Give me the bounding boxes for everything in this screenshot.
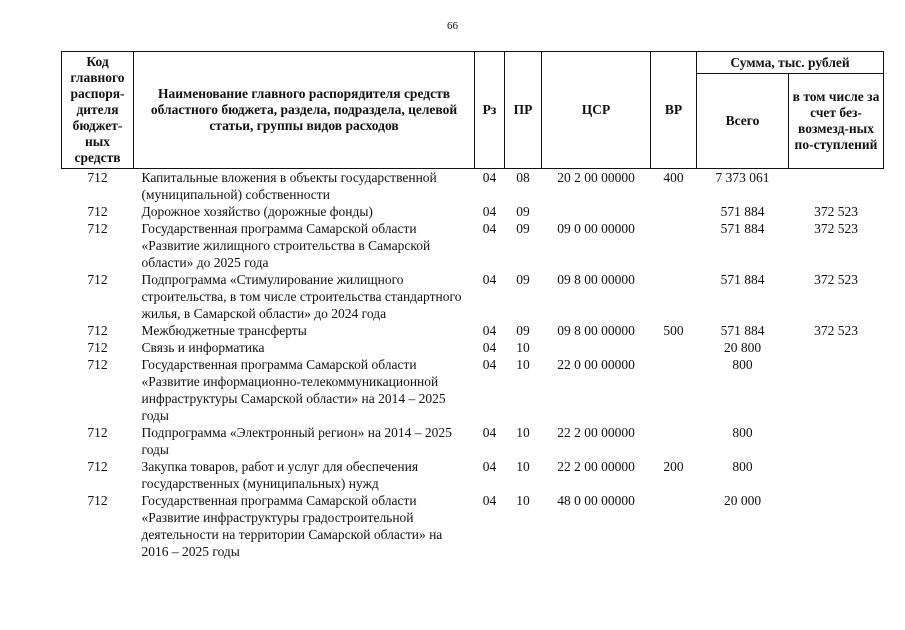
cell-total: 800 (732, 459, 753, 474)
cell-code: 712 (87, 204, 108, 219)
cell-pr: 08 (516, 170, 530, 185)
cell-code: 712 (87, 340, 108, 355)
cell-code: 712 (87, 170, 108, 185)
cell-free (789, 356, 884, 424)
cell-pr: 10 (516, 459, 530, 474)
cell-csr: 22 2 00 00000 (557, 459, 635, 474)
cell-code: 712 (87, 357, 108, 372)
header-sum: Сумма, тыс. рублей (697, 52, 884, 74)
cell-csr: 09 0 00 00000 (557, 221, 635, 236)
cell-rz: 04 (482, 204, 497, 219)
cell-vr: 400 (663, 170, 684, 185)
cell-vr (651, 424, 697, 458)
page-number: 66 (447, 20, 458, 32)
header-code: Код главного распоря-дителя бюджет-ных средств (62, 52, 134, 169)
cell-name: Связь и информатика (141, 340, 265, 355)
cell-code: 712 (87, 221, 108, 236)
cell-free (789, 458, 884, 492)
table-row (62, 271, 884, 322)
cell-rz: 04 (482, 221, 497, 236)
cell-total: 571 884 (720, 204, 765, 219)
cell-pr: 09 (516, 323, 530, 338)
header-csr: ЦСР (542, 52, 651, 169)
cell-free (789, 339, 884, 356)
cell-name: Капитальные вложения в объекты государственной (муниципальной) собственности (141, 170, 437, 202)
cell-free: 372 523 (814, 272, 858, 287)
header-free: в том числе за счет без-возмезд-ных по-ступлений (789, 74, 884, 169)
table-row (62, 356, 884, 424)
cell-rz: 04 (482, 272, 497, 287)
cell-total: 800 (732, 357, 753, 372)
cell-rz: 04 (482, 357, 497, 372)
cell-pr: 10 (516, 340, 530, 355)
cell-csr: 09 8 00 00000 (557, 323, 635, 338)
cell-csr: 22 2 00 00000 (557, 425, 635, 440)
table-body (62, 169, 884, 561)
cell-total: 20 000 (723, 493, 762, 508)
cell-pr: 09 (516, 272, 530, 287)
cell-free (789, 169, 884, 204)
table-row (62, 492, 884, 560)
cell-vr (651, 220, 697, 271)
header-name: Наименование главного распорядителя средств областного бюджета, раздела, подраздела, целевой статьи, группы видов расходов (134, 52, 475, 169)
table-row (62, 339, 884, 356)
cell-vr: 500 (663, 323, 684, 338)
cell-code: 712 (87, 459, 108, 474)
cell-vr (651, 356, 697, 424)
cell-rz: 04 (482, 459, 497, 474)
cell-vr (651, 203, 697, 220)
table-row (62, 322, 884, 339)
cell-name: Закупка товаров, работ и услуг для обеспечения государственных (муниципальных) нужд (141, 459, 419, 491)
cell-total: 571 884 (720, 221, 765, 236)
cell-total: 800 (732, 425, 753, 440)
cell-code: 712 (87, 323, 108, 338)
cell-pr: 10 (516, 493, 530, 508)
cell-total: 571 884 (720, 323, 765, 338)
budget-table (61, 51, 884, 560)
cell-free (789, 424, 884, 458)
cell-name: Государственная программа Самарской области «Развитие инфраструктуры градостроительной деятельности на территории Самарской области» на 2016 – 2025 годы (141, 493, 443, 559)
cell-csr: 22 0 00 00000 (557, 357, 635, 372)
cell-csr: 09 8 00 00000 (557, 272, 635, 287)
cell-rz: 04 (482, 170, 497, 185)
cell-pr: 10 (516, 357, 530, 372)
cell-name: Государственная программа Самарской области «Развитие жилищного строительства в Самарской области» до 2025 года (141, 221, 431, 270)
table-row (62, 203, 884, 220)
cell-name: Межбюджетные трансферты (141, 323, 307, 338)
cell-name: Государственная программа Самарской области «Развитие информационно-телекоммуникационной инфраструктуры Самарской области» на 2014 – 2025 годы (141, 357, 446, 423)
cell-free: 372 523 (814, 221, 858, 236)
cell-pr: 09 (516, 204, 530, 219)
cell-pr: 10 (516, 425, 530, 440)
cell-csr: 48 0 00 00000 (557, 493, 635, 508)
cell-vr (651, 492, 697, 560)
table-row (62, 424, 884, 458)
header-rz: Рз (475, 52, 505, 169)
cell-total: 571 884 (720, 272, 765, 287)
header-vr: ВР (651, 52, 697, 169)
cell-vr: 200 (663, 459, 684, 474)
cell-total: 7 373 061 (715, 170, 770, 185)
cell-code: 712 (87, 493, 108, 508)
table-row (62, 458, 884, 492)
cell-name: Дорожное хозяйство (дорожные фонды) (141, 204, 373, 219)
cell-free: 372 523 (814, 204, 858, 219)
cell-rz: 04 (482, 323, 497, 338)
cell-rz: 04 (482, 425, 497, 440)
cell-vr (651, 339, 697, 356)
header-total: Всего (697, 74, 789, 169)
table-header (62, 52, 884, 169)
cell-free (789, 492, 884, 560)
header-pr: ПР (505, 52, 542, 169)
cell-total: 20 800 (723, 340, 762, 355)
cell-csr: 20 2 00 00000 (557, 170, 635, 185)
cell-code: 712 (87, 425, 108, 440)
cell-rz: 04 (482, 340, 497, 355)
cell-rz: 04 (482, 493, 497, 508)
cell-csr (542, 203, 651, 220)
cell-pr: 09 (516, 221, 530, 236)
cell-free: 372 523 (814, 323, 858, 338)
table-row (62, 169, 884, 204)
cell-vr (651, 271, 697, 322)
cell-code: 712 (87, 272, 108, 287)
table-row (62, 220, 884, 271)
cell-csr (542, 339, 651, 356)
cell-name: Подпрограмма «Электронный регион» на 2014 – 2025 годы (141, 425, 452, 457)
cell-name: Подпрограмма «Стимулирование жилищного строительства, в том числе строительства стандартного жилья, в Самарской области» до 2024 года (141, 272, 462, 321)
